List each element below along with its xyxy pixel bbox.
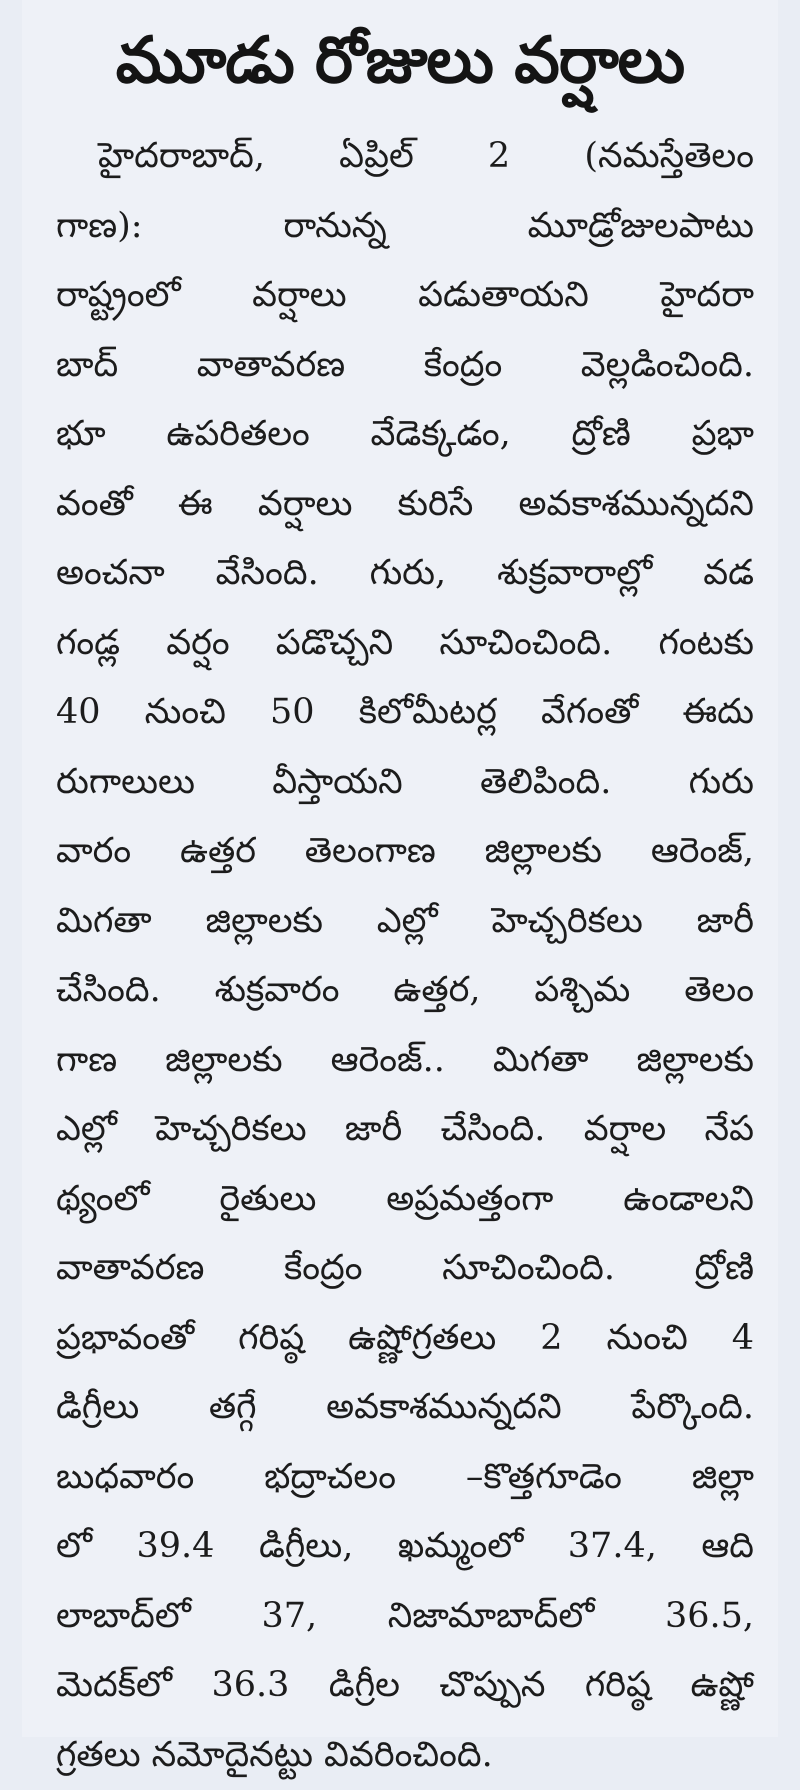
article-line: గండ్ల వర్షం పడొచ్చని సూచించింది. గంటకు [56, 609, 754, 679]
article-line: రుగాలులు వీస్తాయని తెలిపింది. గురు [56, 748, 754, 818]
article-line: భూ ఉపరితలం వేడెక్కడం, ద్రోణి ప్రభా [56, 400, 754, 470]
article-line: థ్యంలో రైతులు అప్రమత్తంగా ఉండాలని [56, 1165, 754, 1235]
article-line: 40 నుంచి 50 కిలోమీటర్ల వేగంతో ఈదు [56, 678, 754, 748]
headline: మూడు రోజులు వర్షాలు [22, 18, 778, 104]
article-line: మిగతా జిల్లాలకు ఎల్లో హెచ్చరికలు జారీ [56, 887, 754, 957]
article-line: గాణ): రానున్న మూడ్రోజులపాటు [56, 192, 754, 262]
article-line: ఎల్లో హెచ్చరికలు జారీ చేసింది. వర్షాల నేప [56, 1095, 754, 1165]
article-line: అంచనా వేసింది. గురు, శుక్రవారాల్లో వడ [56, 539, 754, 609]
article-line: ప్రభావంతో గరిష్ఠ ఉష్ణోగ్రతలు 2 నుంచి 4 [56, 1304, 754, 1374]
article-line: బుధవారం భద్రాచలం –కొత్తగూడెం జిల్లా [56, 1443, 754, 1513]
article-line: చేసింది. శుక్రవారం ఉత్తర, పశ్చిమ తెలం [56, 956, 754, 1026]
article-line: బాద్ వాతావరణ కేంద్రం వెల్లడించింది. [56, 331, 754, 401]
article-line: వారం ఉత్తర తెలంగాణ జిల్లాలకు ఆరెంజ్, [56, 817, 754, 887]
article-line: హైదరాబాద్, ఏప్రిల్ 2 (నమస్తేతెలం [56, 122, 754, 192]
article-line: వంతో ఈ వర్షాలు కురిసే అవకాశమున్నదని [56, 470, 754, 540]
article-line: లాబాద్‌లో 37, నిజామాబాద్‌లో 36.5, [56, 1582, 754, 1652]
article-line: డిగ్రీలు తగ్గే అవకాశమున్నదని పేర్కొంది. [56, 1373, 754, 1443]
article-line: గాణ జిల్లాలకు ఆరెంజ్.. మిగతా జిల్లాలకు [56, 1026, 754, 1096]
news-clipping [22, 0, 778, 1737]
article-line: గ్రతలు నమోదైనట్టు వివరించింది. [56, 1721, 754, 1790]
article-line: వాతావరణ కేంద్రం సూచించింది. ద్రోణి [56, 1234, 754, 1304]
article-line: రాష్ట్రంలో వర్షాలు పడుతాయని హైదరా [56, 261, 754, 331]
article-body [56, 122, 754, 1790]
article-line: మెదక్‌లో 36.3 డిగ్రీల చొప్పున గరిష్ఠ ఉష్ణో [56, 1651, 754, 1721]
article-line: లో 39.4 డిగ్రీలు, ఖమ్మంలో 37.4, ఆది [56, 1512, 754, 1582]
